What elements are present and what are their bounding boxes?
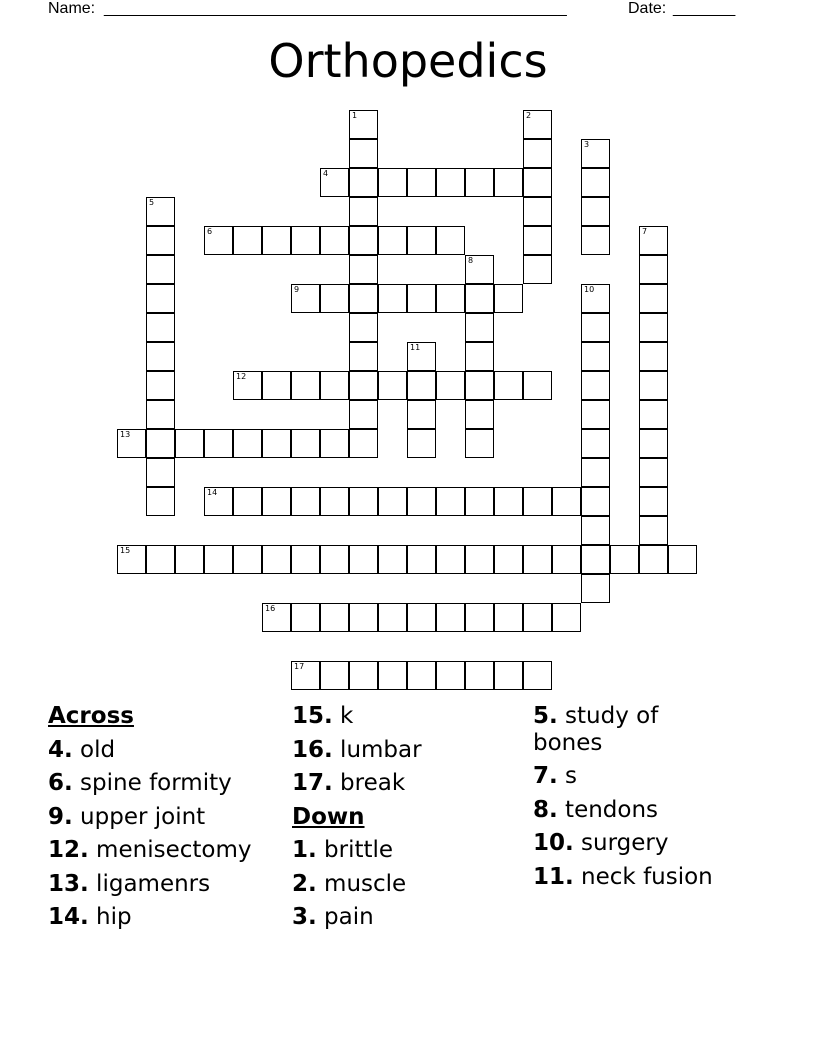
grid-cell[interactable] bbox=[407, 545, 436, 574]
grid-cell[interactable] bbox=[523, 545, 552, 574]
clue-text: ligamenrs bbox=[88, 870, 211, 897]
grid-cell[interactable] bbox=[523, 110, 552, 139]
grid-cell[interactable] bbox=[262, 429, 291, 458]
cell-number: 6 bbox=[207, 227, 213, 236]
down-heading: Down bbox=[292, 803, 365, 830]
clue-number: 13. bbox=[48, 870, 89, 897]
clue-down bbox=[533, 703, 733, 757]
grid-cell[interactable] bbox=[581, 545, 610, 574]
grid-cell[interactable] bbox=[233, 545, 262, 574]
grid-cell[interactable] bbox=[465, 371, 494, 400]
grid-cell[interactable] bbox=[465, 284, 494, 313]
grid-cell[interactable] bbox=[639, 342, 668, 371]
grid-cell[interactable] bbox=[639, 429, 668, 458]
grid-cell[interactable] bbox=[117, 545, 146, 574]
grid-cell[interactable] bbox=[465, 255, 494, 284]
grid-cell[interactable] bbox=[262, 226, 291, 255]
grid-cell[interactable] bbox=[291, 371, 320, 400]
grid-cell[interactable] bbox=[523, 371, 552, 400]
grid-cell[interactable] bbox=[581, 516, 610, 545]
grid-cell[interactable] bbox=[349, 255, 378, 284]
clue-number: 5. bbox=[533, 703, 558, 729]
clue-number: 10. bbox=[533, 830, 574, 856]
clue-number: 2. bbox=[292, 870, 317, 897]
grid-cell[interactable] bbox=[581, 313, 610, 342]
grid-cell[interactable] bbox=[291, 603, 320, 632]
grid-cell[interactable] bbox=[639, 284, 668, 313]
grid-cell[interactable] bbox=[494, 545, 523, 574]
grid-cell[interactable] bbox=[349, 371, 378, 400]
clue-text: upper joint bbox=[72, 803, 206, 830]
grid-cell[interactable] bbox=[581, 429, 610, 458]
clue-across bbox=[292, 767, 422, 801]
cell-number: 16 bbox=[265, 604, 276, 613]
grid-cell[interactable] bbox=[494, 487, 523, 516]
grid-cell[interactable] bbox=[233, 487, 262, 516]
grid-cell[interactable] bbox=[349, 429, 378, 458]
grid-cell[interactable] bbox=[494, 661, 523, 690]
grid-cell[interactable] bbox=[523, 487, 552, 516]
clue-number: 16. bbox=[292, 736, 333, 763]
cell-number: 12 bbox=[236, 372, 247, 381]
grid-cell[interactable] bbox=[581, 226, 610, 255]
grid-cell[interactable] bbox=[494, 603, 523, 632]
grid-cell[interactable] bbox=[523, 226, 552, 255]
grid-cell[interactable] bbox=[639, 226, 668, 255]
grid-cell[interactable] bbox=[407, 487, 436, 516]
grid-cell[interactable] bbox=[146, 458, 175, 487]
grid-cell[interactable] bbox=[291, 226, 320, 255]
grid-cell[interactable] bbox=[523, 661, 552, 690]
clue-number: 14. bbox=[48, 904, 89, 930]
page-title: Orthopedics bbox=[268, 34, 548, 88]
grid-cell[interactable] bbox=[436, 284, 465, 313]
grid-cell[interactable] bbox=[204, 545, 233, 574]
grid-cell[interactable] bbox=[581, 574, 610, 603]
cell-number: 4 bbox=[323, 169, 329, 178]
grid-cell[interactable] bbox=[146, 545, 175, 574]
grid-cell[interactable] bbox=[407, 226, 436, 255]
grid-cell[interactable] bbox=[146, 342, 175, 371]
clue-number: 11. bbox=[533, 863, 574, 890]
grid-cell[interactable] bbox=[639, 545, 668, 574]
grid-cell[interactable] bbox=[407, 371, 436, 400]
grid-cell[interactable] bbox=[436, 487, 465, 516]
grid-cell[interactable] bbox=[523, 168, 552, 197]
grid-cell[interactable] bbox=[146, 197, 175, 226]
clue-across bbox=[48, 801, 251, 835]
grid-cell[interactable] bbox=[465, 661, 494, 690]
grid-cell[interactable] bbox=[610, 545, 639, 574]
grid-cell[interactable] bbox=[436, 371, 465, 400]
date-label: Date: bbox=[628, 0, 667, 17]
clue-number: 6. bbox=[48, 770, 73, 796]
cell-number: 11 bbox=[410, 343, 421, 352]
grid-cell[interactable] bbox=[523, 197, 552, 226]
clue-text: menisectomy bbox=[88, 837, 252, 863]
grid-cell[interactable] bbox=[349, 342, 378, 371]
grid-cell[interactable] bbox=[378, 603, 407, 632]
grid-cell[interactable] bbox=[581, 197, 610, 226]
grid-cell[interactable] bbox=[349, 545, 378, 574]
grid-cell[interactable] bbox=[349, 603, 378, 632]
grid-cell[interactable] bbox=[146, 429, 175, 458]
clue-text: hip bbox=[88, 904, 132, 930]
grid-cell[interactable] bbox=[117, 429, 146, 458]
grid-cell[interactable] bbox=[494, 284, 523, 313]
grid-cell[interactable] bbox=[349, 661, 378, 690]
grid-cell[interactable] bbox=[639, 371, 668, 400]
grid-cell[interactable] bbox=[262, 371, 291, 400]
grid-cell[interactable] bbox=[233, 429, 262, 458]
clue-down bbox=[533, 760, 733, 794]
clue-across bbox=[48, 767, 251, 801]
cell-number: 3 bbox=[584, 140, 590, 149]
clue-number: 7. bbox=[533, 763, 558, 789]
grid-cell[interactable] bbox=[523, 603, 552, 632]
clue-column-2 bbox=[292, 700, 422, 935]
grid-cell[interactable] bbox=[407, 284, 436, 313]
clue-text: break bbox=[332, 770, 406, 796]
cell-number: 2 bbox=[526, 111, 532, 120]
grid-cell[interactable] bbox=[407, 342, 436, 371]
grid-cell[interactable] bbox=[146, 284, 175, 313]
grid-cell[interactable] bbox=[465, 342, 494, 371]
cell-number: 1 bbox=[352, 111, 358, 120]
grid-cell[interactable] bbox=[349, 400, 378, 429]
grid-cell[interactable] bbox=[639, 313, 668, 342]
clue-across bbox=[48, 734, 251, 768]
grid-cell[interactable] bbox=[349, 226, 378, 255]
grid-cell[interactable] bbox=[436, 226, 465, 255]
grid-cell[interactable] bbox=[407, 400, 436, 429]
grid-cell[interactable] bbox=[349, 487, 378, 516]
grid-cell[interactable] bbox=[349, 197, 378, 226]
clue-across bbox=[48, 868, 251, 902]
clue-number: 4. bbox=[48, 736, 73, 763]
clue-down bbox=[292, 901, 422, 935]
clue-number: 12. bbox=[48, 837, 89, 863]
clue-text: study of bones bbox=[533, 703, 659, 756]
clue-down bbox=[533, 827, 733, 861]
cell-number: 15 bbox=[120, 546, 131, 555]
grid-cell[interactable] bbox=[581, 342, 610, 371]
grid-cell[interactable] bbox=[465, 487, 494, 516]
grid-cell[interactable] bbox=[320, 429, 349, 458]
grid-cell[interactable] bbox=[639, 255, 668, 284]
grid-cell[interactable] bbox=[146, 487, 175, 516]
clue-across bbox=[292, 700, 422, 734]
clue-text: neck fusion bbox=[573, 863, 713, 890]
grid-cell[interactable] bbox=[320, 487, 349, 516]
grid-cell[interactable] bbox=[494, 168, 523, 197]
grid-cell[interactable] bbox=[262, 545, 291, 574]
cell-number: 9 bbox=[294, 285, 300, 294]
grid-cell[interactable] bbox=[320, 603, 349, 632]
grid-cell[interactable] bbox=[668, 545, 697, 574]
name-field[interactable]: ____________________________________________________ bbox=[104, 0, 567, 17]
grid-cell[interactable] bbox=[291, 487, 320, 516]
grid-cell[interactable] bbox=[146, 255, 175, 284]
clue-text: surgery bbox=[573, 830, 669, 856]
grid-cell[interactable] bbox=[378, 487, 407, 516]
grid-cell[interactable] bbox=[378, 284, 407, 313]
clue-column-1 bbox=[48, 700, 251, 935]
grid-cell[interactable] bbox=[146, 313, 175, 342]
grid-cell[interactable] bbox=[262, 603, 291, 632]
clue-down bbox=[533, 861, 733, 895]
cell-number: 10 bbox=[584, 285, 595, 294]
cell-number: 5 bbox=[149, 198, 155, 207]
grid-cell[interactable] bbox=[291, 545, 320, 574]
clue-text: brittle bbox=[316, 837, 394, 863]
grid-cell[interactable] bbox=[378, 371, 407, 400]
grid-cell[interactable] bbox=[639, 458, 668, 487]
grid-cell[interactable] bbox=[320, 371, 349, 400]
grid-cell[interactable] bbox=[465, 429, 494, 458]
cell-number: 13 bbox=[120, 430, 131, 439]
clue-text: old bbox=[72, 736, 116, 763]
grid-cell[interactable] bbox=[349, 313, 378, 342]
clue-down bbox=[533, 794, 733, 828]
clue-text: spine formity bbox=[72, 770, 232, 796]
cell-number: 17 bbox=[294, 662, 305, 671]
grid-cell[interactable] bbox=[581, 458, 610, 487]
clue-text: lumbar bbox=[332, 736, 422, 763]
grid-cell[interactable] bbox=[639, 487, 668, 516]
grid-cell[interactable] bbox=[465, 545, 494, 574]
grid-cell[interactable] bbox=[494, 371, 523, 400]
grid-cell[interactable] bbox=[233, 371, 262, 400]
grid-cell[interactable] bbox=[378, 661, 407, 690]
clue-text: s bbox=[557, 763, 578, 789]
date-field[interactable]: _______ bbox=[673, 0, 736, 17]
grid-cell[interactable] bbox=[523, 139, 552, 168]
grid-cell[interactable] bbox=[639, 400, 668, 429]
clue-number: 9. bbox=[48, 803, 73, 830]
clue-across bbox=[292, 734, 422, 768]
grid-cell[interactable] bbox=[581, 284, 610, 313]
grid-cell[interactable] bbox=[581, 371, 610, 400]
grid-cell[interactable] bbox=[262, 487, 291, 516]
grid-cell[interactable] bbox=[581, 400, 610, 429]
grid-cell[interactable] bbox=[349, 110, 378, 139]
clue-down bbox=[292, 868, 422, 902]
clue-number: 8. bbox=[533, 796, 558, 823]
grid-cell[interactable] bbox=[349, 139, 378, 168]
grid-cell[interactable] bbox=[320, 226, 349, 255]
grid-cell[interactable] bbox=[639, 516, 668, 545]
grid-cell[interactable] bbox=[233, 226, 262, 255]
grid-cell[interactable] bbox=[204, 487, 233, 516]
grid-cell[interactable] bbox=[552, 545, 581, 574]
grid-cell[interactable] bbox=[349, 284, 378, 313]
grid-cell[interactable] bbox=[146, 371, 175, 400]
cell-number: 14 bbox=[207, 488, 218, 497]
grid-cell[interactable] bbox=[581, 487, 610, 516]
name-label: Name: bbox=[48, 0, 96, 17]
grid-cell[interactable] bbox=[291, 284, 320, 313]
clue-number: 15. bbox=[292, 703, 333, 729]
grid-cell[interactable] bbox=[378, 545, 407, 574]
grid-cell[interactable] bbox=[407, 168, 436, 197]
clue-number: 17. bbox=[292, 770, 333, 796]
grid-cell[interactable] bbox=[204, 226, 233, 255]
grid-cell[interactable] bbox=[407, 429, 436, 458]
grid-cell[interactable] bbox=[320, 284, 349, 313]
grid-cell[interactable] bbox=[320, 168, 349, 197]
grid-cell[interactable] bbox=[349, 168, 378, 197]
clue-across bbox=[48, 834, 251, 868]
grid-cell[interactable] bbox=[146, 226, 175, 255]
clue-column-3 bbox=[533, 700, 733, 894]
clue-text: tendons bbox=[557, 796, 659, 823]
grid-cell[interactable] bbox=[436, 168, 465, 197]
grid-cell[interactable] bbox=[465, 400, 494, 429]
grid-cell[interactable] bbox=[291, 429, 320, 458]
grid-cell[interactable] bbox=[436, 661, 465, 690]
grid-cell[interactable] bbox=[378, 226, 407, 255]
grid-cell[interactable] bbox=[146, 400, 175, 429]
across-heading: Across bbox=[48, 703, 134, 729]
grid-cell[interactable] bbox=[552, 487, 581, 516]
clue-text: muscle bbox=[316, 870, 407, 897]
clue-across bbox=[48, 901, 251, 935]
grid-cell[interactable] bbox=[436, 545, 465, 574]
grid-cell[interactable] bbox=[581, 168, 610, 197]
grid-cell[interactable] bbox=[407, 603, 436, 632]
grid-cell[interactable] bbox=[320, 545, 349, 574]
grid-cell[interactable] bbox=[552, 603, 581, 632]
clue-text: pain bbox=[316, 904, 374, 930]
grid-cell[interactable] bbox=[523, 255, 552, 284]
grid-cell[interactable] bbox=[175, 545, 204, 574]
clue-text: k bbox=[332, 703, 354, 729]
grid-cell[interactable] bbox=[378, 168, 407, 197]
grid-cell[interactable] bbox=[320, 661, 349, 690]
grid-cell[interactable] bbox=[465, 313, 494, 342]
grid-cell[interactable] bbox=[407, 661, 436, 690]
grid-cell[interactable] bbox=[465, 168, 494, 197]
clue-number: 1. bbox=[292, 837, 317, 863]
grid-cell[interactable] bbox=[204, 429, 233, 458]
grid-cell[interactable] bbox=[436, 603, 465, 632]
grid-cell[interactable] bbox=[175, 429, 204, 458]
grid-cell[interactable] bbox=[581, 139, 610, 168]
clue-number: 3. bbox=[292, 904, 317, 930]
grid-cell[interactable] bbox=[465, 603, 494, 632]
cell-number: 7 bbox=[642, 227, 648, 236]
cell-number: 8 bbox=[468, 256, 474, 265]
clue-down bbox=[292, 834, 422, 868]
grid-cell[interactable] bbox=[291, 661, 320, 690]
